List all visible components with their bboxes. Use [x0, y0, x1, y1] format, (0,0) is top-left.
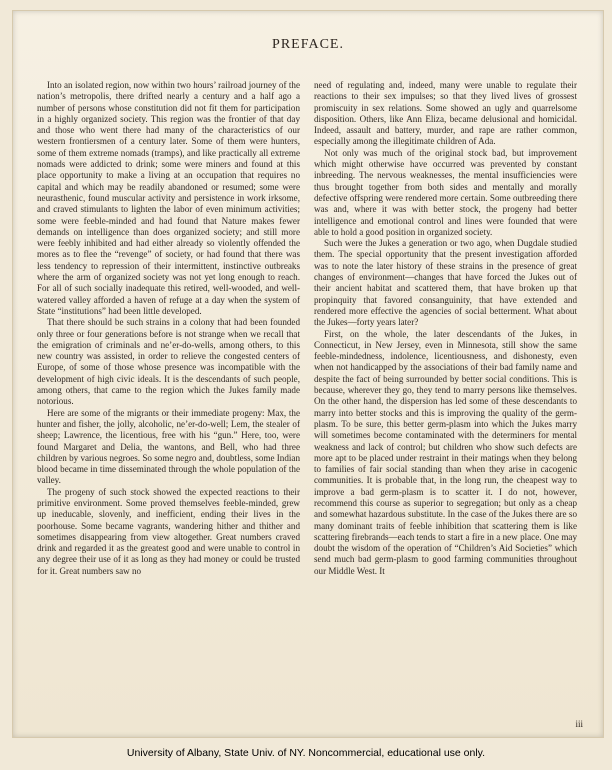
paragraph: Such were the Jukes a generation or two ago, when Dugdale studied them. The special opportunity that the present investigation afforded was to note the later history of these strains in the presence of great changes of environment—changes that have forced the Jukes out of their ancient habitat and scattered them, that have broken up that propinquity that favored consanguinity, that have extended and rendered more effective the agencies of social betterment. What about the Jukes—forty years later? — [314, 238, 577, 328]
paragraph: First, on the whole, the later descendants of the Jukes, in Connecticut, in New Jersey, even in Minnesota, still show the same feeble-mindedness, indolence, licentiousness, and dishonesty, even when not handicapped by the associations of their bad family name and despite the fact of being surrounded by better social conditions. This is because, wherever they go, they tend to marry persons like themselves. On the other hand, the dispersion has led some of these descendants to marry into better stocks and this is improving the quality of the germ-plasm. To be sure, this better germ-plasm into which the Jukes marry will sometimes become contaminated with the determiners for mental weakness and lack of control; but children who show such defects are more apt to be placed under restraint in their matings when they belong to families of fair social standing than when they arise in cacogenic communities. It is probable that, in the long run, the cheapest way to improve a bad germ-plasm is to scatter it. I do not, however, recommend this course as superior to segregation; but only as a cheap and somewhat hazardous substitute. In the case of the Jukes there are so many dominant traits of feeble inhibition that scattering them is like scattering firebrands—each tends to start a fire in a new place. One may doubt the wisdom of the operation of “Children’s Aid Societies” which send much bad germ-plasm to good farming communities throughout our Middle West. It — [314, 328, 577, 576]
paragraph: Not only was much of the original stock bad, but improvement which might otherwise have occurred was prevented by constant inbreeding. The nervous weaknesses, the mental insufficiencies were thus brought together from both sides and mentally and morally defective offspring were rendered more certain. Some outbreeding there was and, where it was with better stock, the progeny had better intelligence and emotional control and lines were founded that were able to hold a good position in organized society. — [314, 147, 577, 237]
page-number: iii — [575, 719, 583, 729]
right-column — [314, 80, 577, 577]
page-title: PREFACE. — [272, 37, 344, 52]
paragraph: That there should be such strains in a colony that had been founded only three or four generations before is not strange when we recall that the emigration of criminals and ne’er-do-wells, among others, to this new country was assisted, in order to relieve the congested centers of Europe, of some of those whose presence was incompatible with the development of high civic ideals. It is the descendants of such people, among others, that came to the region which the Jukes family made notorious. — [37, 317, 300, 407]
paragraph-continuation: need of regulating and, indeed, many were unable to regulate their reactions to their sex impulses; so that they lived lives of grossest promiscuity in sex relations. Some showed an ugly and quarrelsome disposition. Others, like Ann Eliza, became delusional and homicidal. Indeed, assault and battery, murder, and rape are rather common, especially among the illegitimate children of Ada. — [314, 80, 577, 147]
paragraph: The progeny of such stock showed the expected reactions to their primitive environment. Some proved themselves feeble-minded, grew up ineducable, slovenly, and inefficient, ending their lives in the poorhouse. Some became vagrants, wandering hither and thither and sometimes disappearing from view altogether. Great numbers craved drink and regarded it as the greatest good and were unable to control in any degree their use of it as long as they had money or could be trusted for it. Great numbers saw no — [37, 486, 300, 576]
footer-caption: University of Albany, State Univ. of NY. Noncommercial, educational use only. — [126, 747, 486, 759]
book-page — [12, 10, 604, 738]
paragraph: Here are some of the migrants or their immediate progeny: Max, the hunter and fisher, the jolly, alcoholic, ne’er-do-well; Lem, the stealer of sheep; Lawrence, the licentious, free with his “gun.” Here, too, were found Margaret and Delia, the wantons, and Bell, who had three children by various negroes. So some negro and, doubtless, some Indian blood became in time disseminated through the whole population of the valley. — [37, 407, 300, 486]
paragraph: Into an isolated region, now within two hours’ railroad journey of the nation’s metropolis, there drifted nearly a century and a half ago a number of persons whose constitution did not fit them for participation in a highly organized society. This region was the frontier of that day and those who went there had many of the characteristics of our western frontiersmen of a century later. Some of them were hunters, some of them extreme nomads (tramps), and like practically all extreme nomads were addicted to drink; some were miners and found at this place opportunity to make a living at an occupation that requires no capital and which may be readily abandoned or resumed; some were neurasthenic, found muscular activity and persistence in work irksome, and craved stimulants to lighten the labor of even minimum activities; some were feeble-minded and had found that Nature makes fewer demands on intelligence than does organized society; and still more were feebly inhibited and had either already so violently offended the mores as to flee the “revenge” of society, or had found that there was less tendency to repression of their intermittent, instinctive outbreaks where the arm of organized society was not yet long enough to reach. For all of such socially inadequate this retired, well-wooded, and well-watered valley afforded a haven of refuge at a day when the system of State “institutions” had been little developed. — [37, 80, 300, 316]
left-column — [37, 80, 300, 577]
